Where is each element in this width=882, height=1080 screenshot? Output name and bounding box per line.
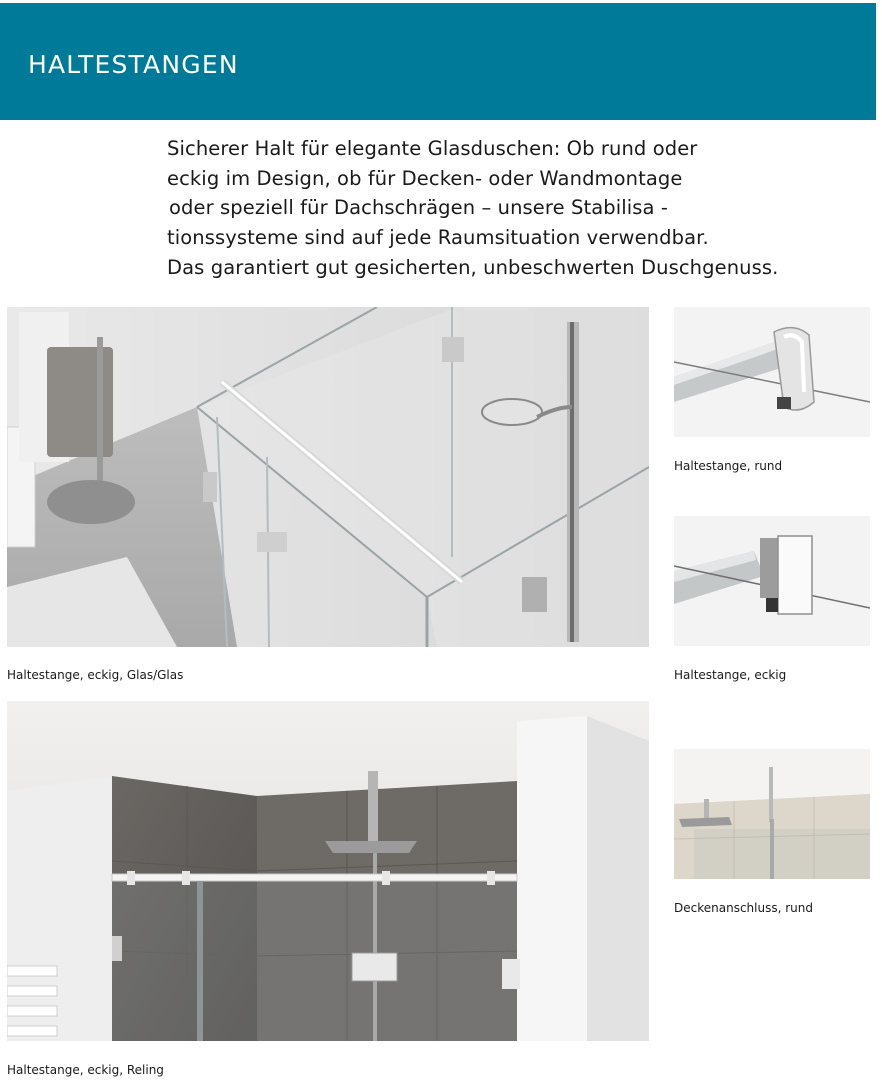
caption-haltestange-eckig: Haltestange, eckig <box>674 668 787 682</box>
photo-haltestange-eckig-reling <box>7 701 649 1041</box>
caption-deckenanschluss-rund: Deckenanschluss, rund <box>674 901 813 915</box>
intro-line: eckig im Design, ob für Decken- oder Wandmontage <box>167 166 683 190</box>
intro-line: oder speziell für Dachschrägen – unsere Stabilisa - <box>169 196 669 220</box>
header-banner <box>0 3 876 120</box>
caption-haltestange-rund: Haltestange, rund <box>674 459 783 473</box>
intro-line: Das garantiert gut gesicherten, unbeschwerten Duschgenuss. <box>167 255 779 279</box>
caption-haltestange-eckig-glas-glas: Haltestange, eckig, Glas/Glas <box>7 668 184 682</box>
page-title: HALTESTANGEN <box>28 50 239 79</box>
intro-text <box>167 134 787 283</box>
photo-haltestange-eckig <box>674 516 870 646</box>
photo-haltestange-rund <box>674 307 870 437</box>
caption-haltestange-eckig-reling: Haltestange, eckig, Reling <box>7 1063 164 1077</box>
photo-deckenanschluss-rund <box>674 749 870 879</box>
intro-line: Sicherer Halt für elegante Glasduschen: Ob rund oder <box>167 137 698 160</box>
intro-line: tionssysteme sind auf jede Raumsituation verwendbar. <box>167 226 709 250</box>
photo-haltestange-eckig-glas-glas <box>7 307 649 647</box>
